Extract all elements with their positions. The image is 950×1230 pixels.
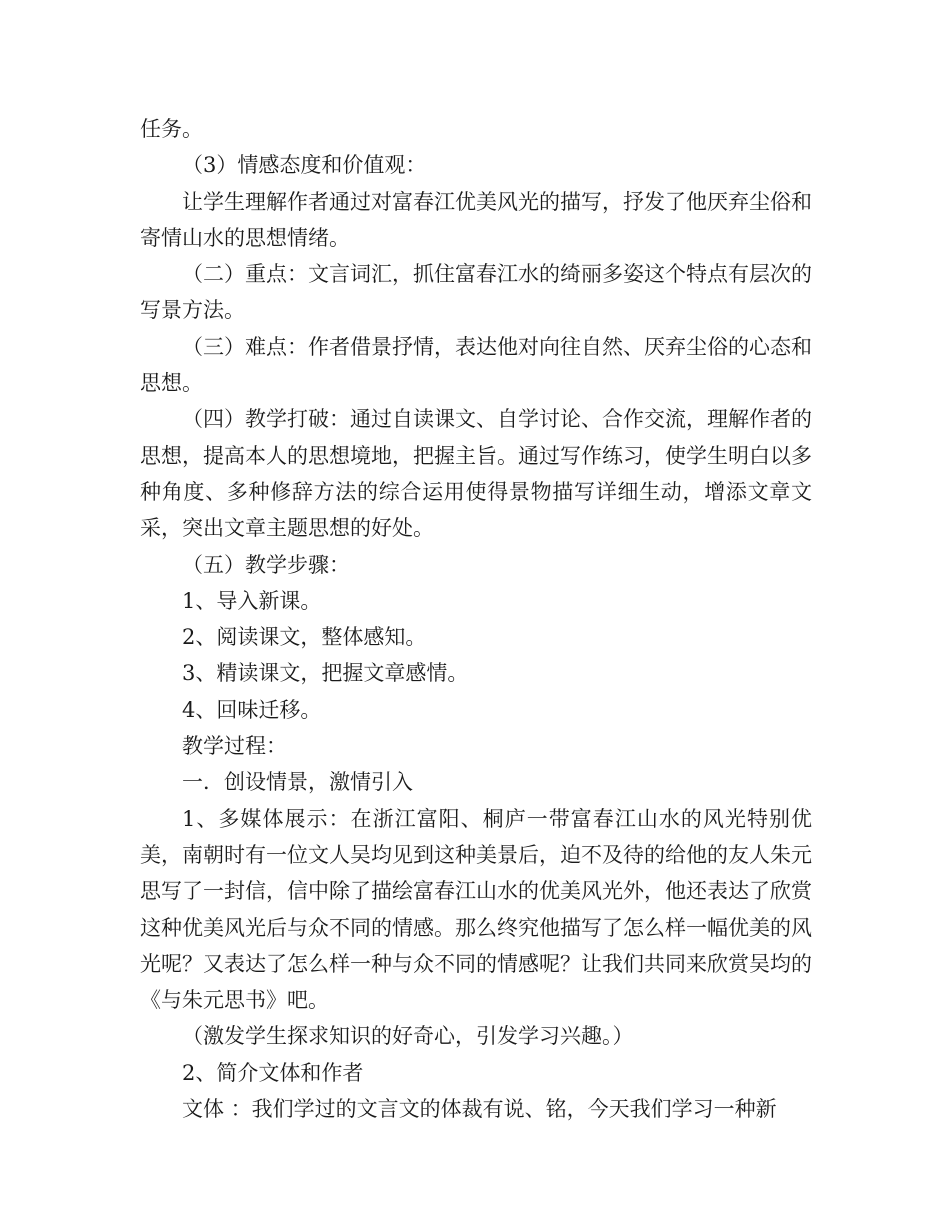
list-item-step-3: 3、精读课文，把握文章感情。 [182, 661, 469, 686]
paragraph-emotion-goal: 让学生理解作者通过对富春江优美风光的描写，抒发了他厌弃尘俗和寄情山水的思想情绪。 [140, 189, 812, 250]
paragraph-motivation-note: （激发学生探求知识的好奇心，引发学习兴趣。） [182, 1024, 634, 1049]
paragraph-multimedia-intro: 1、多媒体展示：在浙江富阳、桐庐一带富春江山水的风光特别优美，南朝时有一位文人吴均见到这种美景后，迫不及待的给他的友人朱元思写了一封信，信中除了描绘富春江山水的优美风光外，他还表达了欣赏这种优美风光后与众不同的情感。那么终究他描写了怎么样一幅优美的风光呢？又表达了怎么样一种与众不同的情感呢？让我们共同来欣赏吴均的《与朱元思书》吧。 [140, 806, 812, 1013]
list-item-step-1: 1、导入新课。 [182, 588, 322, 613]
paragraph-key-points: （二）重点：文言词汇，抓住富春江水的绮丽多姿这个特点有层次的写景方法。 [140, 262, 812, 323]
paragraph-genre-author-heading: 2、简介文体和作者 [182, 1060, 364, 1085]
paragraph-task-end: 任务。 [140, 117, 203, 141]
paragraph-genre-intro: 文体 ：我们学过的文言文的体裁有说、铭，今天我们学习一种新 [182, 1097, 777, 1122]
list-item-step-4: 4、回味迁移。 [182, 697, 322, 722]
paragraph-teaching-steps-heading: （五）教学步骤： [182, 552, 350, 577]
list-item-step-2: 2、阅读课文，整体感知。 [182, 625, 427, 650]
section-heading-scenario: 一．创设情景，激情引入 [182, 770, 413, 795]
paragraph-difficulties: （三）难点：作者借景抒情，表达他对向往自然、厌弃尘俗的心态和思想。 [140, 334, 812, 396]
document-body [140, 111, 812, 1127]
paragraph-teaching-process-heading: 教学过程： [182, 734, 287, 759]
paragraph-emotion-heading: （3）情感态度和价值观： [182, 153, 427, 178]
paragraph-teaching-breakthrough: （四）教学打破：通过自读课文、自学讨论、合作交流，理解作者的思想，提高本人的思想境地，把握主旨。通过写作练习，使学生明白以多种角度、多种修辞方法的综合运用使得景物描写详细生动，增添文章文采，突出文章主题思想的好处。 [140, 407, 812, 541]
